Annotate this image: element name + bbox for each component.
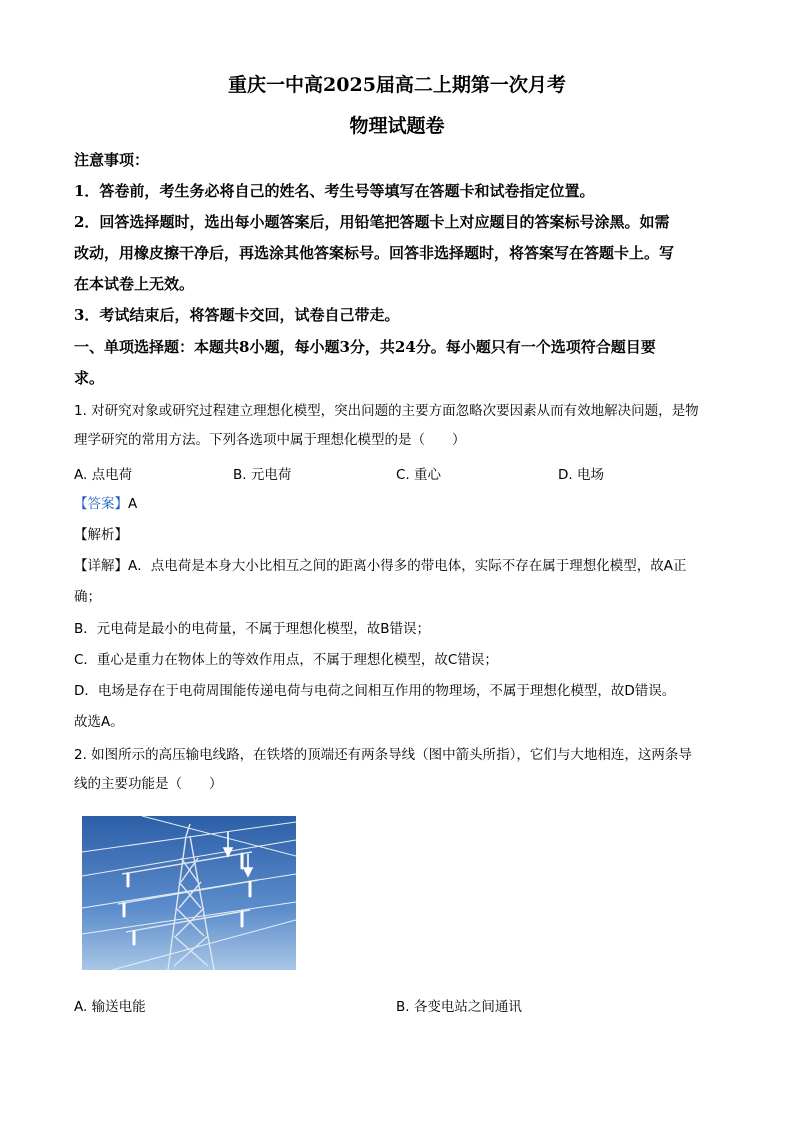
power-tower-illustration	[82, 816, 296, 970]
q2-option-b: B. 各变电站之间通讯	[396, 999, 522, 1015]
q1-answer	[74, 494, 724, 514]
q1-detail-d: D．电场是存在于电荷周围能传递电荷与电荷之间相互作用的物理场，不属于理想化模型，故D错误。	[74, 683, 676, 699]
q1-detail-b: B．元电荷是最小的电荷量，不属于理想化模型，故B错误；	[74, 621, 431, 637]
note-item-2-line-2: 改动，用橡皮擦干净后，再选涂其他答案标号。回答非选择题时，将答案写在答题卡上。写	[74, 244, 675, 262]
q1-option-d: D. 电场	[558, 467, 604, 483]
q1-detail-c: C．重心是重力在物体上的等效作用点，不属于理想化模型，故C错误；	[74, 652, 498, 668]
q1-stem-line-2: 理学研究的常用方法。下列各选项中属于理想化模型的是（ ）	[74, 432, 466, 448]
note-item-3: 3．考试结束后，将答题卡交回，试卷自己带走。	[74, 306, 400, 324]
q1-stem-line-1: 1. 对研究对象或研究过程建立理想化模型，突出问题的主要方面忽略次要因素从而有效地解决问题，是物	[74, 403, 699, 419]
q2-option-a: A. 输送电能	[74, 999, 146, 1015]
q1-option-b: B. 元电荷	[233, 467, 292, 483]
section-1-heading-line-1: 一、单项选择题：本题共8小题，每小题3分，共24分。每小题只有一个选项符合题目要	[74, 338, 656, 356]
q1-analysis-label: 【解析】	[74, 527, 128, 543]
q2-stem-line-2: 线的主要功能是（ ）	[74, 776, 223, 792]
note-item-2-line-1: 2．回答选择题时，选出每小题答案后，用铅笔把答题卡上对应题目的答案标号涂黑。如需	[74, 213, 670, 231]
note-item-1: 1．答卷前，考生务必将自己的姓名、考生号等填写在答题卡和试卷指定位置。	[74, 182, 595, 200]
q1-option-c: C. 重心	[396, 467, 442, 483]
exam-title: 重庆一中高2025届高二上期第一次月考	[228, 74, 566, 96]
note-item-2-line-3: 在本试卷上无效。	[74, 275, 195, 293]
q1-detail-line-2: 确；	[74, 589, 101, 605]
q1-detail-line-1: 【详解】A．点电荷是本身大小比相互之间的距离小得多的带电体，实际不存在属于理想化模型，故A正	[74, 558, 687, 574]
answer-value: A	[128, 496, 138, 512]
power-tower-photo	[82, 816, 296, 970]
q1-conclusion: 故选A。	[74, 714, 124, 730]
notes-heading: 注意事项：	[74, 151, 150, 169]
q1-option-a: A. 点电荷	[74, 467, 133, 483]
answer-label: 【答案】	[74, 496, 128, 512]
section-1-heading-line-2: 求。	[74, 369, 105, 387]
exam-subtitle: 物理试题卷	[349, 115, 445, 137]
q2-stem-line-1: 2. 如图所示的高压输电线路，在铁塔的顶端还有两条导线（图中箭头所指），它们与大地相连，这两条导	[74, 747, 692, 763]
